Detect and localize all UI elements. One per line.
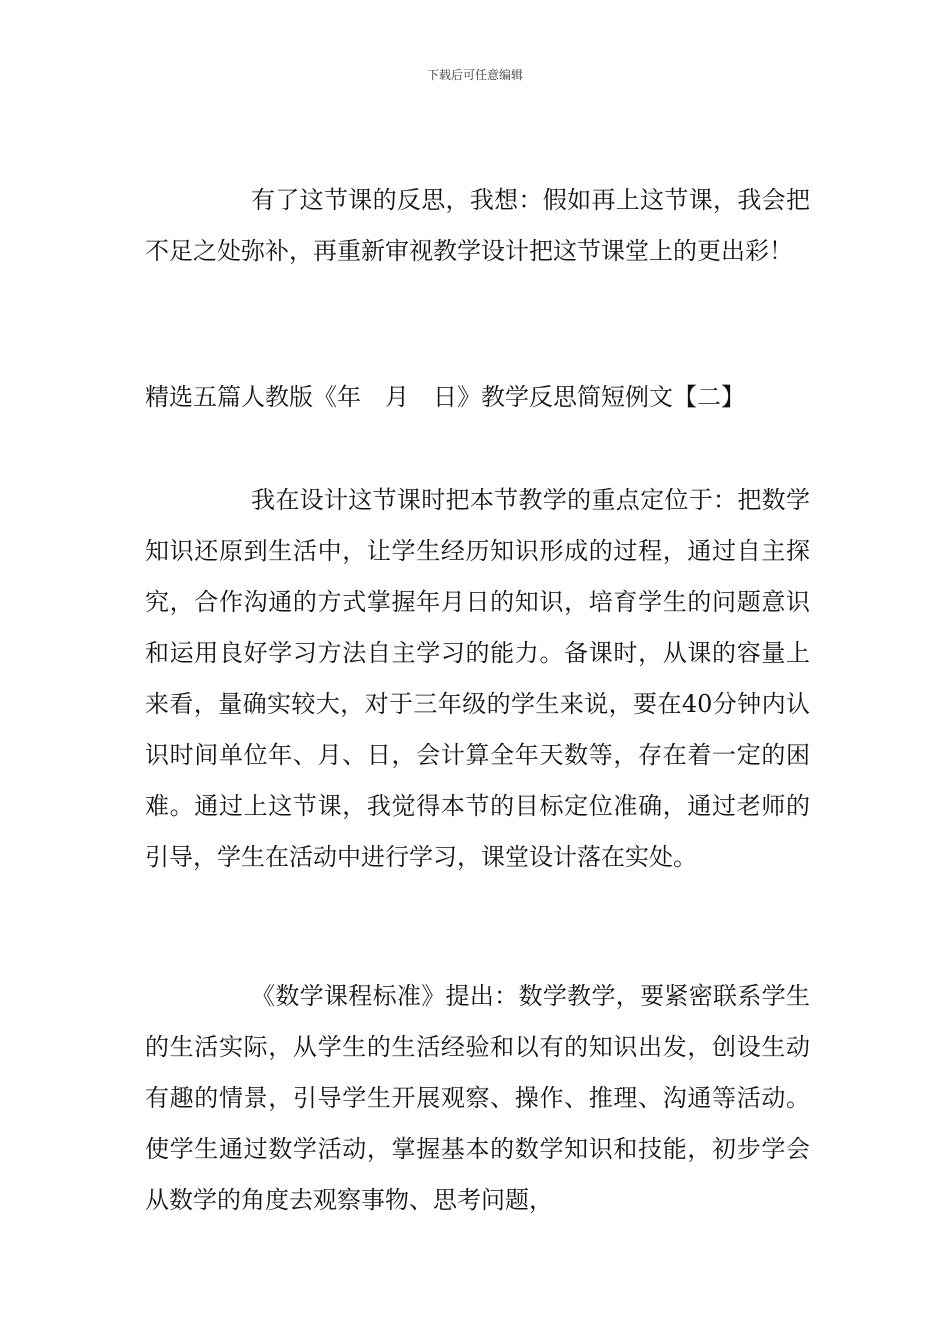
- header-note: 下载后可任意编辑: [426, 68, 523, 82]
- body-paragraph-reflection: 有了这节课的反思，我想：假如再上这节课，我会把不足之处弥补，再重新审视教学设计把这节课堂上的更出彩！: [145, 186, 810, 265]
- section-heading: 精选五篇人教版《年 月 日》教学反思简短例文【二】: [145, 383, 745, 411]
- body-paragraph-standard: 《数学课程标准》提出：数学教学，要紧密联系学生的生活实际，从学生的生活经验和以有的知识出发，创设生动有趣的情景，引导学生开展观察、操作、推理、沟通等活动。使学生通过数学活动，掌握基本的数学知识和技能，初步学会从数学的角度去观察事物、思考问题，: [145, 982, 810, 1214]
- body-paragraph-design: 我在设计这节课时把本节教学的重点定位于：把数学知识还原到生活中，让学生经历知识形成的过程，通过自主探究，合作沟通的方式掌握年月日的知识，培育学生的问题意识和运用良好学习方法自主学习的能力。备课时，从课的容量上来看，量确实较大，对于三年级的学生来说，要在40分钟内认识时间单位年、月、日，会计算全年天数等，存在着一定的困难。通过上这节课，我觉得本节的目标定位准确，通过老师的引导，学生在活动中进行学习，课堂设计落在实处。: [145, 486, 810, 871]
